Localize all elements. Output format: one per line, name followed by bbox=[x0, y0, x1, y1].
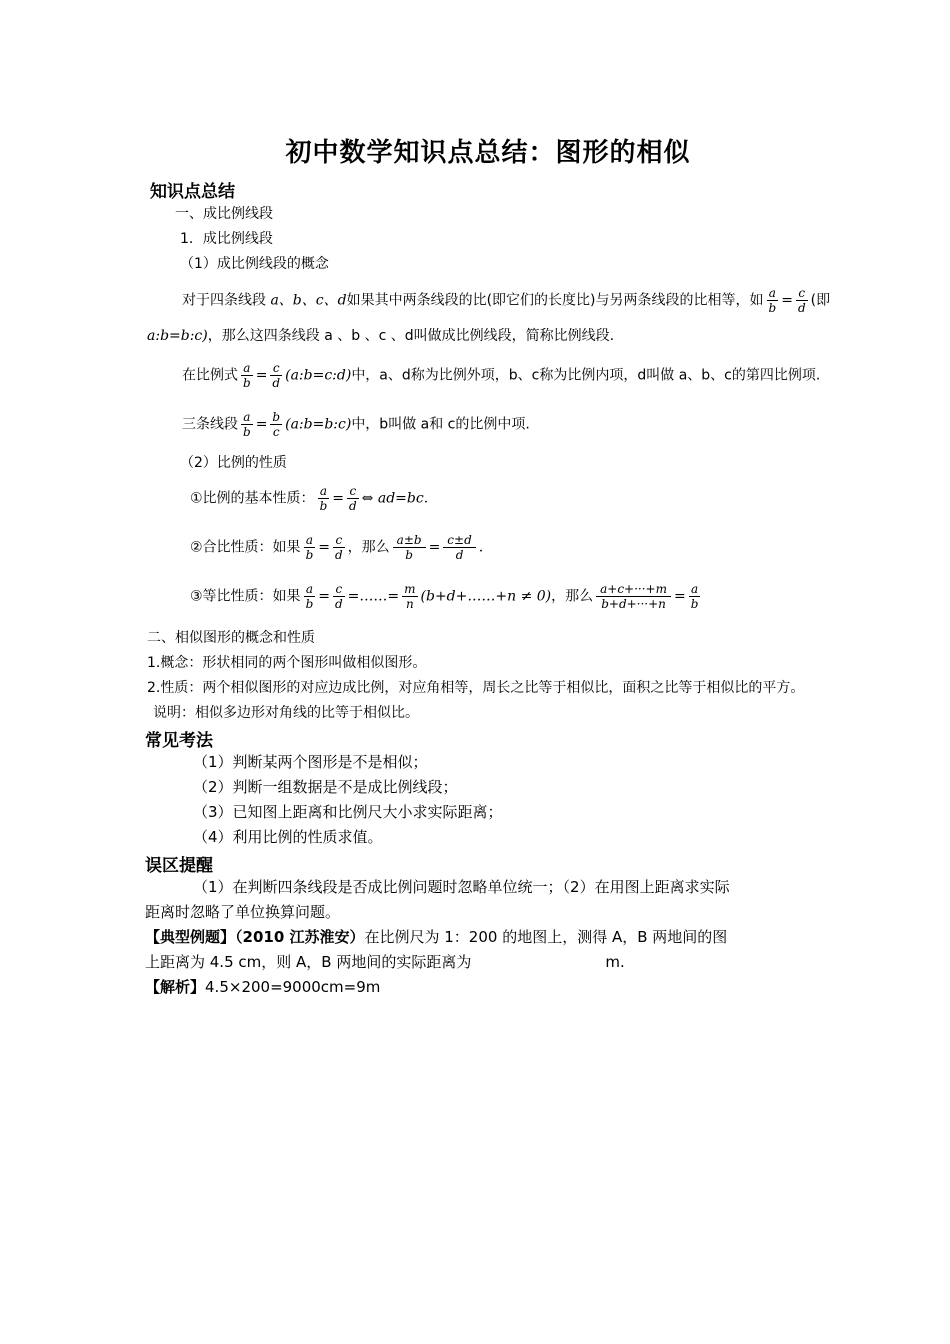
solution-tag: 【解析】 bbox=[145, 978, 206, 996]
example-unit: m. bbox=[605, 953, 625, 971]
concept-paragraph-line2 bbox=[147, 325, 614, 345]
part2-concept: 1.概念：形状相同的两个图形叫做相似图形。 bbox=[147, 655, 427, 671]
fraction-a-over-b: $\frac{a}{b}$ bbox=[305, 533, 314, 562]
common-item: （1）判断某两个图形是不是相似； bbox=[193, 753, 428, 771]
example-line1 bbox=[145, 926, 727, 947]
example-text2: 上距离为 4.5 cm，则 A，B 两地间的实际距离为 bbox=[145, 953, 472, 971]
solution-text: 4.5×200=9000cm=9m bbox=[205, 978, 381, 996]
prop2-then: ，那么 bbox=[347, 539, 390, 556]
example-text1: 在比例尺为 1：200 的地图上，测得 A，B 两地间的图 bbox=[364, 928, 728, 946]
fraction-c-over-d: $\frac{c}{d}$ bbox=[348, 484, 357, 513]
part2-property: 2.性质：两个相似图形的对应边成比例，对应角相等，周长之比等于相似比，面积之比等于相似比的平方。 bbox=[147, 680, 805, 696]
p3-text: 中，b叫做 a和 c的比例中项. bbox=[351, 416, 530, 433]
common-item: （4）利用比例的性质求值。 bbox=[193, 828, 383, 846]
example-line2 bbox=[145, 951, 625, 972]
property-addition: ②合比性质：如果 $\frac{a}{b}$ = $\frac{c}{d}$ ，那么 $\frac{a\pm b}{b}$ = $\frac{c\pm d}{d}$ . bbox=[190, 533, 484, 562]
fraction-c-over-d: $\frac{c}{d}$ bbox=[272, 361, 281, 390]
common-item: （2）判断一组数据是不是成比例线段； bbox=[193, 778, 458, 796]
fraction-a-over-b: $\frac{a}{b}$ bbox=[690, 582, 699, 611]
sub1-1-heading: （1）成比例线段的概念 bbox=[180, 256, 329, 272]
fraction-a-over-b: $\frac{a}{b}$ bbox=[243, 361, 251, 390]
p1-tail: (即 bbox=[810, 292, 831, 309]
fraction-c-over-d: $\frac{c}{d}$ bbox=[797, 286, 806, 315]
fraction-a-over-b: $\frac{a}{b}$ bbox=[305, 582, 314, 611]
common-item: （3）已知图上距离和比例尺大小求实际距离； bbox=[193, 803, 503, 821]
mistakes-heading: 误区提醒 bbox=[145, 856, 213, 876]
prop3-condition: (b+d+……+n ≠ 0) bbox=[420, 588, 552, 605]
property-equal-ratio: ③等比性质：如果 $\frac{a}{b}$ = $\frac{c}{d}$ =……= $\frac{m}{n}$ (b+d+……+n ≠ 0)，那么 $\frac{a+c+\cdot\cdot\cdot+m}{b+d+\cdot\cdot\cdot+n}$ = $\frac{a}{b}$ bbox=[190, 582, 699, 611]
p1-mid: 如果其中两条线段的比(即它们的长度比)与另两条线段的比相等，如 bbox=[346, 292, 764, 309]
fraction-a-over-b: $\frac{a}{b}$ bbox=[768, 286, 777, 315]
p1-line2-expr: a:b=b:c) bbox=[147, 328, 208, 344]
sub1-2-heading: （2）比例的性质 bbox=[180, 455, 287, 471]
solution-line bbox=[145, 976, 380, 997]
fraction-c-over-d: $\frac{c}{d}$ bbox=[334, 582, 343, 611]
p3-prefix: 三条线段 bbox=[182, 416, 238, 433]
p1-prefix: 对于四条线段 bbox=[182, 292, 266, 309]
p3-expr: (a:b=b:c) bbox=[285, 416, 352, 433]
fraction-sum-ratio: $\frac{a+c+\cdot\cdot\cdot+m}{b+d+\cdot\cdot\cdot+n}$ bbox=[596, 582, 671, 611]
part1-heading: 一、成比例线段 bbox=[175, 206, 273, 222]
p1-vars: a、b、c、d bbox=[270, 292, 347, 309]
prop3-label: ③等比性质：如果 bbox=[190, 588, 301, 605]
example-tag: 【典型例题】 bbox=[145, 928, 236, 946]
summary-heading: 知识点总结 bbox=[150, 182, 235, 202]
prop1-label: ①比例的基本性质： bbox=[190, 490, 315, 507]
fraction-m-over-n: $\frac{m}{n}$ bbox=[404, 582, 416, 611]
part2-heading: 二、相似图形的概念和性质 bbox=[147, 630, 315, 646]
mistakes-line2: 距离时忽略了单位换算问题。 bbox=[145, 903, 341, 921]
fraction-b-over-c: $\frac{b}{c}$ bbox=[272, 410, 281, 439]
fraction-a-pm-b-over-b: $\frac{a\pm b}{b}$ bbox=[393, 533, 426, 562]
prop3-then: ，那么 bbox=[551, 588, 594, 605]
fraction-a-over-b: $\frac{a}{b}$ bbox=[319, 484, 328, 513]
fraction-c-pm-d-over-d: $\frac{c\pm d}{d}$ bbox=[443, 533, 475, 562]
prop3-dots: =……= bbox=[347, 588, 400, 605]
fraction-a-over-b: $\frac{a}{b}$ bbox=[243, 410, 251, 439]
mean-proportional-paragraph: 三条线段 $\frac{a}{b}$ = $\frac{b}{c}$ (a:b=b:c)中，b叫做 a和 c的比例中项. bbox=[182, 410, 530, 439]
prop2-label: ②合比性质：如果 bbox=[190, 539, 301, 556]
p2-expr: (a:b=c:d) bbox=[285, 367, 352, 384]
proportion-terms-paragraph: 在比例式 $\frac{a}{b}$ = $\frac{c}{d}$ (a:b=c:d)中，a、d称为比例外项，b、c称为比例内项，d叫做 a、b、c的第四比例项. bbox=[182, 361, 821, 390]
mistakes-line1: （1）在判断四条线段是否成比例问题时忽略单位统一；（2）在用图上距离求实际 bbox=[193, 878, 730, 896]
p1-line2-text: ，那么这四条线段 a 、b 、c 、d叫做成比例线段，简称比例线段. bbox=[207, 328, 615, 344]
p2-prefix: 在比例式 bbox=[182, 367, 238, 384]
fraction-c-over-d: $\frac{c}{d}$ bbox=[334, 533, 343, 562]
prop1-iff: ⇔ ad=bc. bbox=[361, 490, 429, 507]
concept-paragraph-line1: 对于四条线段 a、b、c、d如果其中两条线段的比(即它们的长度比)与另两条线段的比相等，如 $\frac{a}{b}$ = $\frac{c}{d}$ (即 bbox=[182, 286, 831, 315]
example-source: （2010 江苏淮安） bbox=[235, 928, 365, 946]
page-title: 初中数学知识点总结：图形的相似 bbox=[285, 138, 691, 168]
sub1-heading: 1．成比例线段 bbox=[180, 231, 273, 247]
common-heading: 常见考法 bbox=[145, 731, 213, 751]
p2-text: 中，a、d称为比例外项，b、c称为比例内项，d叫做 a、b、c的第四比例项. bbox=[351, 367, 821, 384]
property-basic: ①比例的基本性质： $\frac{a}{b}$ = $\frac{c}{d}$ ⇔ ad=bc. bbox=[190, 484, 429, 513]
part2-note: 说明：相似多边形对角线的比等于相似比。 bbox=[153, 705, 419, 721]
